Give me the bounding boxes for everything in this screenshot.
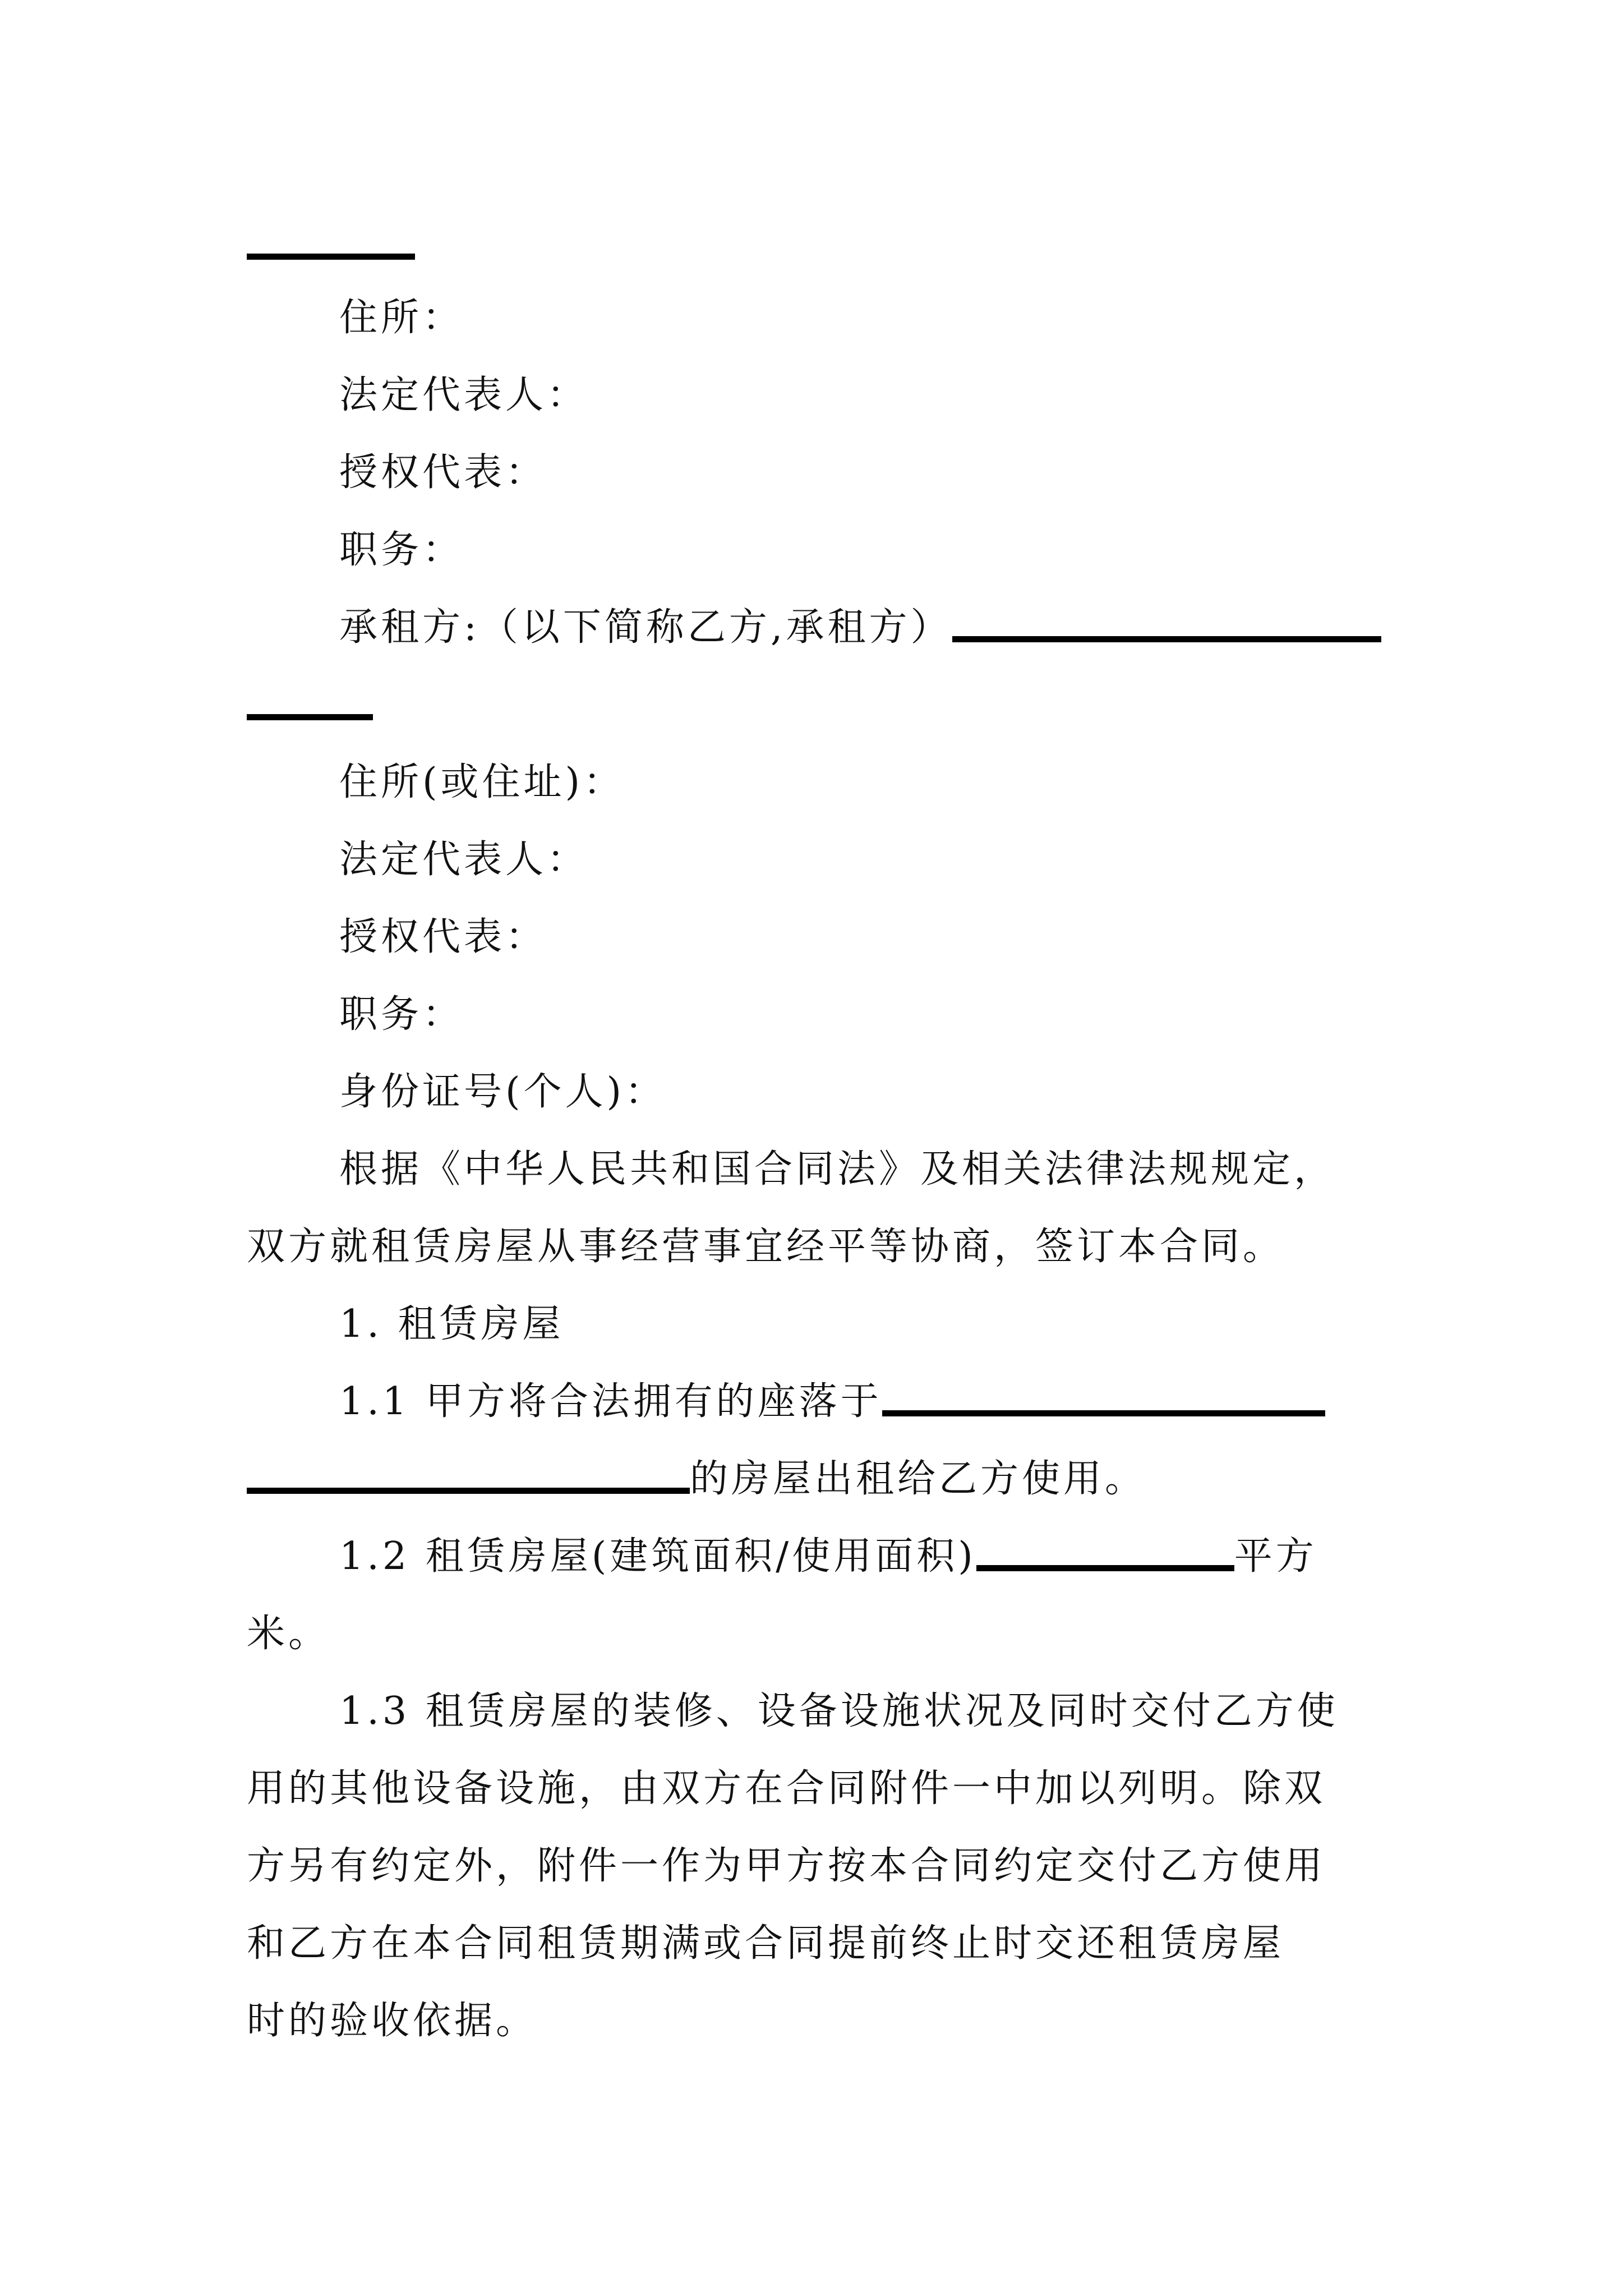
- clause-1-3-line-2: 用的其他设备设施，由双方在合同附件一中加以列明。除双: [247, 1766, 1326, 1811]
- lessee-residence: 住所(或住址)：: [339, 760, 625, 804]
- lessor-auth-rep: 授权代表：: [339, 450, 547, 495]
- blank-underline: [976, 1565, 1234, 1571]
- blank-underline: [882, 1410, 1325, 1416]
- clause-1-3-line-3: 方另有约定外，附件一作为甲方按本合同约定交付乙方使用: [247, 1844, 1326, 1888]
- preamble-line-1: 根据《中华人民共和国合同法》及相关法律法规规定，: [339, 1147, 1336, 1191]
- lessee-auth-rep: 授权代表：: [339, 915, 547, 959]
- blank-underline: [952, 636, 1381, 642]
- clause-1-3-line-5: 时的验收依据。: [247, 1999, 538, 2043]
- clause-1-3-line-4: 和乙方在本合同租赁期满或合同提前终止时交还租赁房屋: [247, 1921, 1285, 1966]
- clause-1-1-text-end: 的房屋出租给乙方使用。: [690, 1457, 1147, 1501]
- blank-underline: [247, 254, 415, 260]
- lessor-legal-rep: 法定代表人：: [339, 373, 589, 417]
- lessee-id-number: 身份证号(个人)：: [339, 1070, 667, 1114]
- lessee-intro-text: 承租方:（以下简称乙方,承租方）: [339, 605, 952, 650]
- clause-1-1-line-2: [247, 1454, 1146, 1504]
- lessee-intro: [339, 602, 1381, 653]
- section-1-title: 1. 租赁房屋: [339, 1302, 564, 1346]
- preamble-line-2: 双方就租赁房屋从事经营事宜经平等协商，签订本合同。: [247, 1225, 1285, 1269]
- blank-underline: [247, 1488, 690, 1494]
- clause-1-2-line-2: 米。: [247, 1612, 330, 1656]
- blank-underline: [247, 714, 373, 720]
- clause-1-2-line-1: [339, 1531, 1317, 1582]
- lessor-residence: 住所：: [339, 296, 464, 340]
- clause-1-3-line-1: 1.3 租赁房屋的装修、设备设施状况及同时交付乙方使: [339, 1689, 1339, 1733]
- clause-1-1-text: 1.1 甲方将合法拥有的座落于: [339, 1379, 882, 1424]
- lessor-position: 职务：: [339, 528, 464, 572]
- clause-1-1-line-1: [339, 1377, 1325, 1427]
- clause-1-2-unit: 平方: [1234, 1534, 1317, 1579]
- lessee-position: 职务：: [339, 992, 464, 1037]
- lessee-legal-rep: 法定代表人：: [339, 838, 589, 882]
- clause-1-2-text: 1.2 租赁房屋(建筑面积/使用面积): [339, 1534, 976, 1579]
